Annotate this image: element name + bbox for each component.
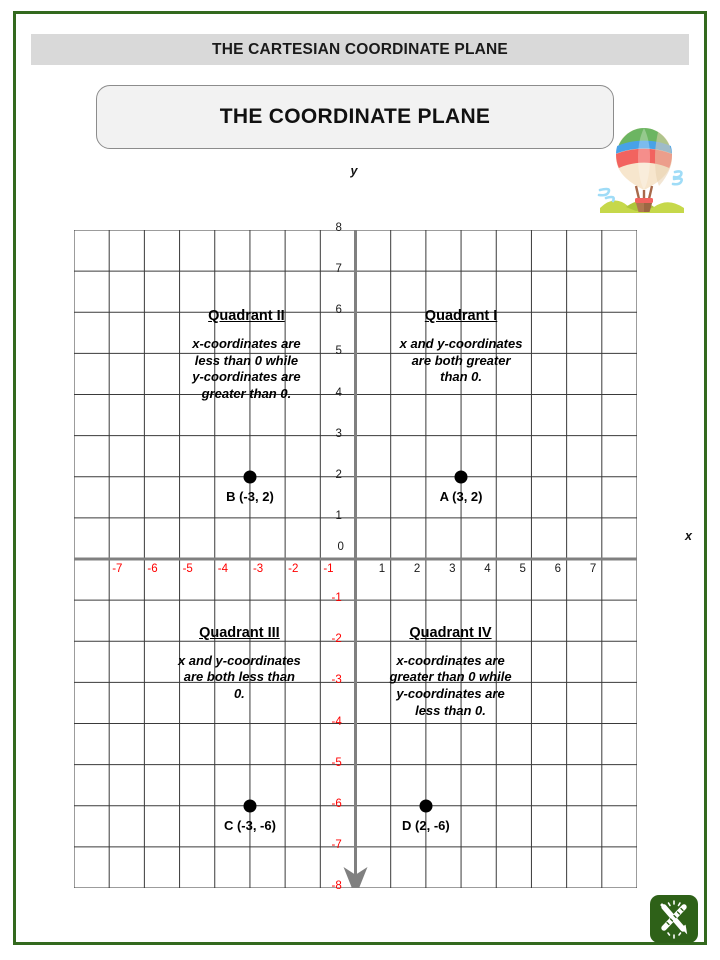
header-title: THE CARTESIAN COORDINATE PLANE (212, 40, 508, 58)
y-axis-tick--8: -8 (331, 880, 342, 892)
quadrant-title-q4: Quadrant IV (409, 624, 492, 641)
y-axis-tick-5: 5 (335, 345, 342, 358)
x-axis-tick-3: 3 (449, 563, 456, 575)
y-axis-tick--3: -3 (331, 674, 342, 687)
y-axis-tick--6: -6 (331, 797, 342, 810)
x-axis-tick--2: -2 (288, 563, 299, 575)
quadrant-title-q3: Quadrant III (199, 624, 280, 641)
plotted-point-B[interactable] (243, 470, 256, 483)
x-axis-tick-6: 6 (554, 563, 562, 575)
y-axis-tick-3: 3 (335, 427, 342, 440)
y-axis-tick--7: -7 (331, 838, 342, 851)
y-axis-label: y (350, 164, 358, 178)
x-axis-tick--6: -6 (147, 563, 158, 575)
x-axis-label: x (685, 529, 692, 543)
y-axis-tick-7: 7 (335, 263, 342, 276)
y-axis-tick--1: -1 (331, 592, 342, 605)
x-axis-tick--3: -3 (252, 563, 264, 575)
header-banner (31, 34, 689, 65)
plotted-point-C[interactable] (243, 799, 256, 812)
quadrant-description-q4: x-coordinates are greater than 0 while y-coordinates are less than 0. (389, 652, 512, 718)
y-axis-tick--2: -2 (331, 633, 342, 646)
x-axis-tick--4: -4 (217, 563, 228, 575)
y-axis-tick-4: 4 (335, 386, 342, 399)
point-label-C: C (-3, -6) (223, 817, 276, 833)
axis-tick-origin: 0 (337, 541, 344, 553)
x-axis-tick--5: -5 (182, 563, 193, 575)
page-title: THE COORDINATE PLANE (219, 105, 491, 128)
plotted-point-A[interactable] (455, 470, 468, 483)
x-axis-tick-2: 2 (413, 563, 421, 575)
point-label-D: D (2, -6) (402, 817, 450, 833)
point-label-B: B (-3, 2) (226, 488, 274, 504)
x-axis-tick-7: 7 (589, 563, 597, 575)
y-axis-tick-8: 8 (335, 222, 342, 234)
y-axis-tick-1: 1 (335, 509, 342, 522)
y-axis-tick-2: 2 (335, 468, 342, 481)
title-card (96, 85, 614, 149)
x-axis-tick-1: 1 (378, 563, 386, 575)
point-label-A: A (3, 2) (439, 488, 483, 504)
plotted-point-D[interactable] (419, 799, 432, 812)
y-axis-tick-6: 6 (335, 304, 342, 317)
grid-and-axes (74, 230, 637, 888)
quadrant-description-q1: x and y-coordinates are both greater than 0. (399, 336, 523, 385)
x-axis-tick--1: -1 (323, 563, 334, 575)
x-axis-tick-4: 4 (484, 563, 491, 575)
hot-air-balloon-icon (596, 116, 692, 216)
y-axis-tick--5: -5 (331, 756, 342, 769)
quadrant-title-q1: Quadrant I (424, 308, 498, 325)
quadrant-title-q2: Quadrant II (208, 308, 285, 325)
x-axis-tick-5: 5 (519, 563, 526, 575)
x-axis-tick--7: -7 (112, 563, 123, 575)
quadrant-description-q3: x and y-coordinates are both less than 0. (177, 652, 301, 702)
quadrant-description-q2: x-coordinates are less than 0 while y-coordinates are greater than 0. (192, 336, 301, 401)
y-axis-tick--4: -4 (331, 715, 342, 728)
pencil-ruler-logo-icon (650, 895, 698, 943)
coordinate-plane (74, 164, 692, 892)
